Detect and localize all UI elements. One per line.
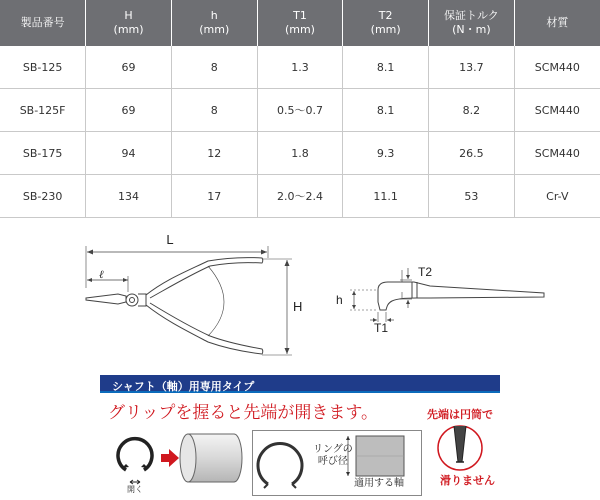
label-T2: T2 bbox=[418, 265, 433, 279]
label-h: h bbox=[336, 293, 343, 307]
table-row bbox=[0, 132, 600, 175]
table-cell: SCM440 bbox=[514, 89, 600, 132]
tagline: グリップを握ると先端が開きます。 bbox=[108, 403, 378, 423]
table-cell: 8 bbox=[171, 46, 257, 89]
table-cell: 94 bbox=[86, 132, 172, 175]
tip-note: 先端は円筒で bbox=[427, 408, 493, 421]
table-cell: 13.7 bbox=[429, 46, 515, 89]
open-label: 開く bbox=[127, 485, 143, 494]
applicable-shaft-label: 適用する軸 bbox=[354, 478, 404, 489]
type-banner bbox=[100, 375, 500, 393]
label-l: ℓ bbox=[99, 269, 104, 281]
table-cell: SB-175 bbox=[0, 132, 86, 175]
pliers-dimension-drawing bbox=[0, 228, 310, 368]
table-cell: Cr-V bbox=[514, 175, 600, 218]
spec-table bbox=[0, 0, 600, 218]
table-cell: SCM440 bbox=[514, 46, 600, 89]
table-cell: 0.5～0.7 bbox=[257, 89, 343, 132]
table-cell: 17 bbox=[171, 175, 257, 218]
tip-detail-drawing bbox=[330, 262, 555, 332]
table-cell: 2.0～2.4 bbox=[257, 175, 343, 218]
label-T1: T1 bbox=[374, 321, 389, 332]
table-cell: 26.5 bbox=[429, 132, 515, 175]
table-cell: 12 bbox=[171, 132, 257, 175]
table-row bbox=[0, 46, 600, 89]
col-header: 保証トルク (N・m) bbox=[429, 0, 515, 46]
table-cell: 1.3 bbox=[257, 46, 343, 89]
label-H: H bbox=[293, 299, 303, 314]
col-header: T2 (mm) bbox=[343, 0, 429, 46]
shaft-cylinder-illustration bbox=[176, 428, 246, 488]
table-cell: SB-125 bbox=[0, 46, 86, 89]
banner-text: シャフト（軸）用専用タイプ bbox=[112, 380, 255, 393]
col-header: 製品番号 bbox=[0, 0, 86, 46]
ring-nominal-label: リングの 呼び径 bbox=[313, 444, 353, 467]
table-cell: 8.1 bbox=[343, 46, 429, 89]
table-cell: 134 bbox=[86, 175, 172, 218]
table-cell: 9.3 bbox=[343, 132, 429, 175]
table-row bbox=[0, 89, 600, 132]
table-cell: 11.1 bbox=[343, 175, 429, 218]
col-header: H (mm) bbox=[86, 0, 172, 46]
col-header: T1 (mm) bbox=[257, 0, 343, 46]
table-cell: 8.2 bbox=[429, 89, 515, 132]
label-L: L bbox=[166, 232, 174, 247]
table-cell: SB-230 bbox=[0, 175, 86, 218]
table-cell: 53 bbox=[429, 175, 515, 218]
col-header: h (mm) bbox=[171, 0, 257, 46]
table-cell: SCM440 bbox=[514, 132, 600, 175]
tip-closeup-illustration bbox=[436, 422, 484, 476]
table-cell: 8 bbox=[171, 89, 257, 132]
table-cell: 8.1 bbox=[343, 89, 429, 132]
tip-note-2: 滑りません bbox=[440, 474, 495, 487]
table-header-row bbox=[0, 0, 600, 46]
table-cell: 1.8 bbox=[257, 132, 343, 175]
table-row bbox=[0, 175, 600, 218]
table-cell: SB-125F bbox=[0, 89, 86, 132]
table-cell: 69 bbox=[86, 89, 172, 132]
col-header: 材質 bbox=[514, 0, 600, 46]
table-cell: 69 bbox=[86, 46, 172, 89]
